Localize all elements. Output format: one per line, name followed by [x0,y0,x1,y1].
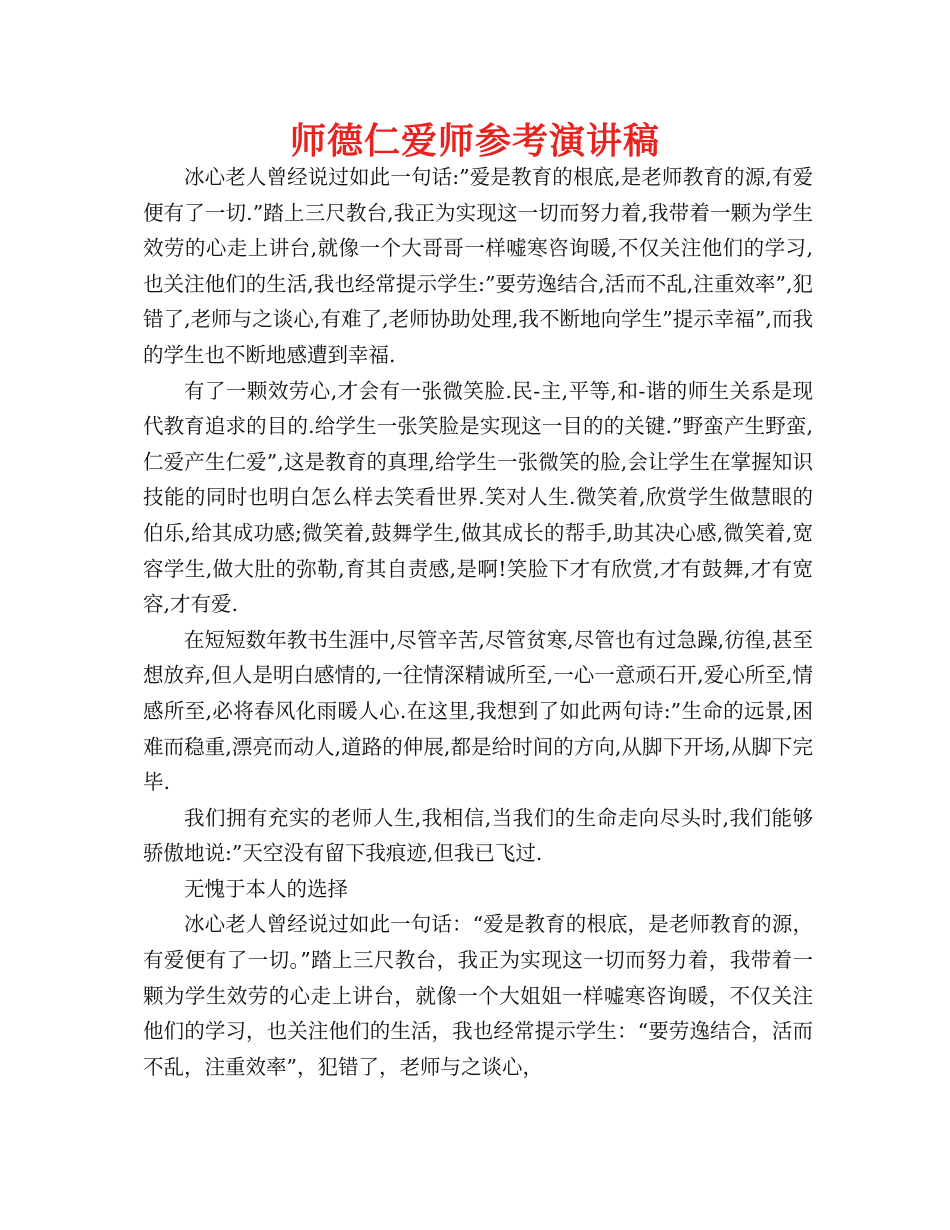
paragraph-5-heading: 无愧于本人的选择 [184,876,348,901]
paragraph-3: 在短短数年教书生涯中,尽管辛苦,尽管贫寒,尽管也有过急躁,彷徨,甚至想放弃,但人是明白感情的,一往情深精诚所至,一心一意顽石开,爱心所至,情感所至,必将春风化雨暖人心.在这里,我想到了如此两句诗:”生命的远景,困难而稳重,漂亮而动人,道路的伸展,都是给时间的方向,从脚下开场,从脚下完毕. [143,627,813,795]
document-body [143,160,813,1085]
document-title: 师德仁爱师参考演讲稿 [289,121,660,162]
paragraph-4: 我们拥有充实的老师人生,我相信,当我们的生命走向尽头时,我们能够骄傲地说:”天空没有留下我痕迹,但我已飞过. [143,805,813,866]
paragraph-2: 有了一颗效劳心,才会有一张微笑脸.民-主,平等,和-谐的师生关系是现代教育追求的目的.给学生一张笑脸是实现这一目的的关键.”野蛮产生野蛮,仁爱产生仁爱”,这是教育的真理,给学生一张微笑的脸,会让学生在掌握知识技能的同时也明白怎么样去笑看世界.笑对人生.微笑着,欣赏学生做慧眼的伯乐,给其成功感;微笑着,鼓舞学生,做其成长的帮手,助其决心感,微笑着,宽容学生,做大肚的弥勒,育其自责感,是啊!笑脸下才有欣赏,才有鼓舞,才有宽容,才有爱. [143,378,813,617]
paragraph-6: 冰心老人曾经说过如此一句话：“爱是教育的根底，是老师教育的源，有爱便有了一切。”踏上三尺教台，我正为实现这一切而努力着，我带着一颗为学生效劳的心走上讲台，就像一个大姐姐一样嘘寒咨询暖，不仅关注他们的学习，也关注他们的生活，我也经常提示学生：“要劳逸结合，活而不乱，注重效率”，犯错了，老师与之谈心， [143,912,813,1079]
paragraph-1: 冰心老人曾经说过如此一句话:”爱是教育的根底,是老师教育的源,有爱便有了一切.”踏上三尺教台,我正为实现这一切而努力着,我带着一颗为学生效劳的心走上讲台,就像一个大哥哥一样嘘寒咨询暖,不仅关注他们的学习,也关注他们的生活,我也经常提示学生:”要劳逸结合,活而不乱,注重效率”,犯错了,老师与之谈心,有难了,老师协助处理,我不断地向学生”提示幸福”,而我的学生也不断地感遭到幸福. [143,165,813,367]
